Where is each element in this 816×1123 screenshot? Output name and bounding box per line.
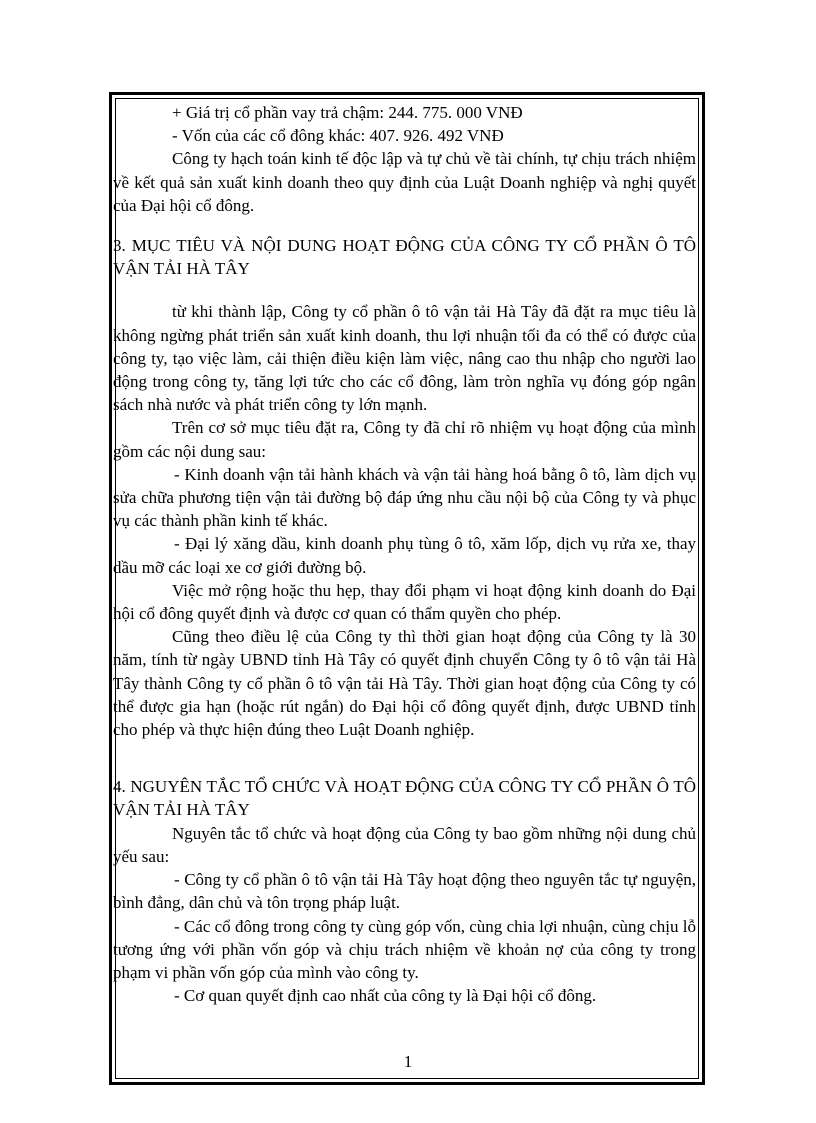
section-3-list-item: - Đại lý xăng dầu, kinh doanh phụ tùng ô tô, xăm lốp, dịch vụ rửa xe, thay dầu mỡ các loại xe cơ giới đường bộ. [113, 534, 696, 577]
page-number: 1 [403, 1052, 413, 1071]
section-4-heading: 4. NGUYÊN TẮC TỔ CHỨC VÀ HOẠT ĐỘNG CỦA CÔNG TY CỔ PHẦN Ô TÔ VẬN TẢI HÀ TÂY [113, 777, 696, 820]
section-3-paragraph: Cũng theo điều lệ của Công ty thì thời gian hoạt động của Công ty là 30 năm, tính từ ngày UBND tỉnh Hà Tây có quyết định chuyển Công ty ô tô vận tải Hà Tây thành Công ty cổ phần ô tô vận tải Hà Tây. Thời gian hoạt động của Công ty có thể được gia hạn (hoặc rút ngắn) do Đại hội cổ đông quyết định, được UBND tỉnh cho phép và thực hiện đúng theo Luật Doanh nghiệp. [113, 627, 696, 740]
paragraph-other-shareholders: - Vốn của các cổ đông khác: 407. 926. 492 VNĐ [172, 126, 504, 146]
section-3-heading: 3. MỤC TIÊU VÀ NỘI DUNG HOẠT ĐỘNG CỦA CÔNG TY CỔ PHẦN Ô TÔ VẬN TẢI HÀ TÂY [113, 236, 696, 279]
section-4-list-item: - Công ty cổ phần ô tô vận tải Hà Tây hoạt động theo nguyên tắc tự nguyện, bình đẳng, dân chủ và tôn trọng pháp luật. [113, 870, 696, 913]
paragraph-deferred-shares: + Giá trị cổ phần vay trả chậm: 244. 775. 000 VNĐ [172, 103, 523, 122]
section-4-list-item: - Các cổ đông trong công ty cùng góp vốn, cùng chia lợi nhuận, cùng chịu lỗ tương ứng với phần vốn góp và chịu trách nhiệm về khoản nợ của công ty trong phạm vi phần vốn góp của mình vào công ty. [113, 916, 696, 982]
section-4-paragraph: Nguyên tắc tổ chức và hoạt động của Công ty bao gồm những nội dung chủ yếu sau: [113, 823, 696, 866]
section-4-list-item: - Cơ quan quyết định cao nhất của công ty là Đại hội cổ đông. [174, 986, 597, 1006]
section-3-paragraph: từ khi thành lập, Công ty cổ phần ô tô vận tải Hà Tây đã đặt ra mục tiêu là không ngừng phát triển sản xuất kinh doanh, thu lợi nhuận tối đa có thể có được của công ty, tạo việc làm, cải thiện điều kiện làm việc, nâng cao thu nhập cho người lao động trong công ty, tăng lợi tức cho các cổ đông, làm tròn nghĩa vụ đóng góp ngân sách nhà nước và phát triển công ty lớn mạnh. [113, 302, 696, 415]
section-3-paragraph: Việc mở rộng hoặc thu hẹp, thay đổi phạm vi hoạt động kinh doanh do Đại hội cổ đông quyết định và được cơ quan có thẩm quyền cho phép. [113, 580, 696, 624]
paragraph-accounting: Công ty hạch toán kinh tế độc lập và tự chủ về tài chính, tự chịu trách nhiệm về kết quả sản xuất kinh doanh theo quy định của Luật Doanh nghiệp và nghị quyết của Đại hội cổ đông. [113, 149, 696, 215]
section-3-list-item: - Kinh doanh vận tải hành khách và vận tải hàng hoá bằng ô tô, làm dịch vụ sửa chữa phương tiện vận tải đường bộ đáp ứng nhu cầu nội bộ của Công ty và phục vụ các thành phần kinh tế khác. [113, 464, 696, 531]
section-3-paragraph: Trên cơ sở mục tiêu đặt ra, Công ty đã chỉ rõ nhiệm vụ hoạt động của mình gồm các nội dung sau: [113, 418, 696, 461]
document-body [113, 101, 696, 1007]
